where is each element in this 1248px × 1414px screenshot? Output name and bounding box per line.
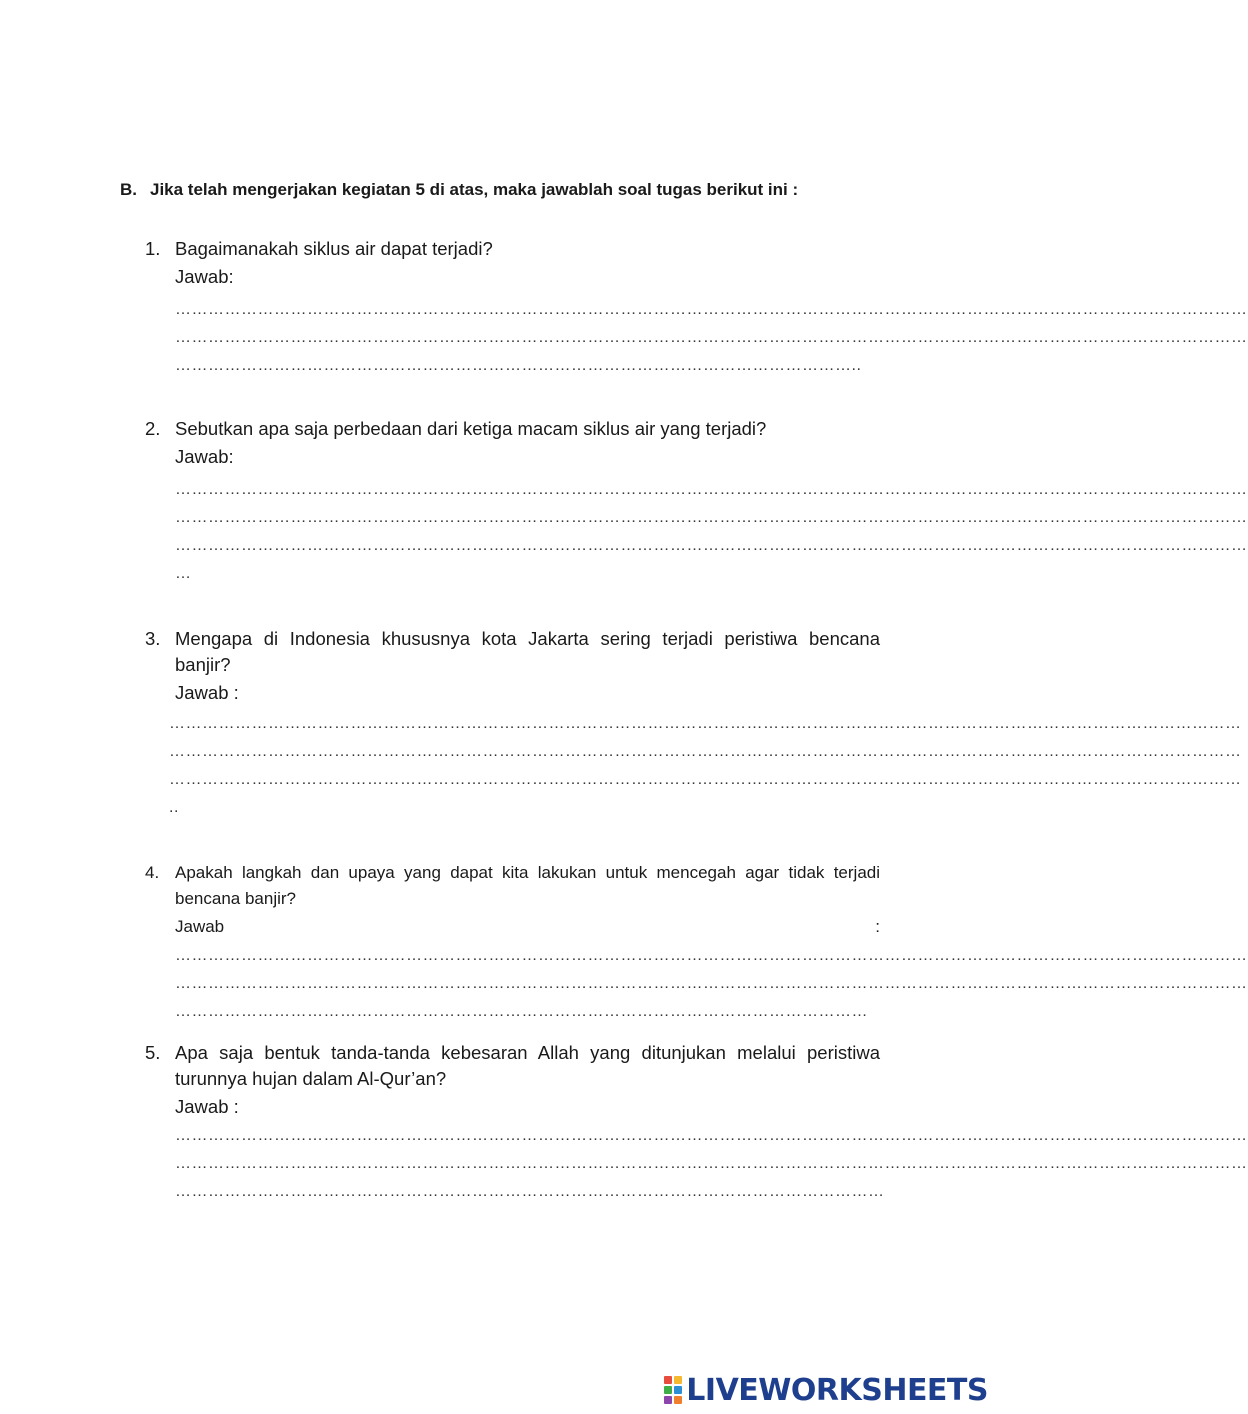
answer-line[interactable]: ……………………………………………………………………………………………………………………………………………………………………………: [169, 715, 1242, 732]
answer-line[interactable]: ..: [169, 799, 179, 816]
logo-block: [674, 1396, 682, 1404]
question-5: [145, 1040, 1248, 1206]
answer-line[interactable]: ……………………………………………………………………………………………………………………………………………………………………………: [175, 975, 1248, 992]
answer-line[interactable]: ……………………………………………………………………………………………………………………………………………………………………………: [175, 537, 1248, 554]
logo-block: [664, 1386, 672, 1394]
liveworksheets-logo-icon: [664, 1376, 682, 1404]
question-1: [145, 236, 1248, 380]
logo-block: [674, 1376, 682, 1384]
answer-line[interactable]: …………………………………………………………………………………………………………………: [175, 1183, 885, 1200]
answer-area[interactable]: [175, 476, 1248, 588]
answer-line[interactable]: ……………………………………………………………………………………………………………………………………………………………………………: [175, 1155, 1248, 1172]
question-number: 2.: [145, 418, 161, 439]
logo-block: [674, 1386, 682, 1394]
section-letter: B.: [120, 180, 137, 199]
answer-area[interactable]: [169, 710, 1242, 822]
answer-colon: :: [875, 917, 880, 936]
answer-label-row: [175, 912, 880, 942]
answer-line[interactable]: ……………………………………………………………………………………………………………………………………………………………………………: [175, 301, 1248, 318]
answer-label: Jawab:: [175, 266, 234, 287]
answer-line[interactable]: ……………………………………………………………………………………………………………………………………………………………………………: [169, 743, 1242, 760]
answer-line[interactable]: …: [175, 565, 192, 582]
answer-label: Jawab: [175, 917, 225, 936]
answer-line[interactable]: ………………………………………………………………………………………………………………: [175, 1003, 868, 1020]
answer-area[interactable]: [175, 942, 1248, 1026]
question-3: [145, 626, 1242, 822]
answer-line[interactable]: ……………………………………………………………………………………………………………………………………………………………………………: [175, 509, 1248, 526]
logo-block: [664, 1376, 672, 1384]
answer-line[interactable]: ……………………………………………………………………………………………………………………………………………………………………………: [175, 481, 1248, 498]
answer-label: Jawab :: [175, 682, 239, 703]
question-2: [145, 416, 1248, 588]
question-text: Sebutkan apa saja perbedaan dari ketiga macam siklus air yang terjadi?: [175, 418, 767, 439]
answer-area[interactable]: [175, 1122, 1248, 1206]
answer-label: Jawab :: [175, 1096, 239, 1117]
liveworksheets-brand: [664, 1374, 988, 1406]
answer-line[interactable]: ……………………………………………………………………………………………………………………………………………………………………………: [169, 771, 1242, 788]
question-number: 4.: [145, 863, 160, 882]
logo-block: [664, 1396, 672, 1404]
brand-wordmark: LIVEWORKSHEETS: [686, 1372, 988, 1408]
question-number: 3.: [145, 628, 161, 649]
question-4: [145, 860, 1248, 1026]
question-text: Apakah langkah dan upaya yang dapat kita lakukan untuk mencegah agar tidak terjadi bencana banjir?: [175, 863, 880, 908]
section-instruction: Jika telah mengerjakan kegiatan 5 di atas, maka jawablah soal tugas berikut ini :: [150, 180, 799, 199]
answer-line[interactable]: ……………………………………………………………………………………………………………………………………………………………………………: [175, 329, 1248, 346]
question-number: 1.: [145, 238, 161, 259]
answer-line[interactable]: ……………………………………………………………………………………………………………………………………………………………………………: [175, 947, 1248, 964]
section-heading: [120, 180, 798, 200]
question-text: Apa saja bentuk tanda-tanda kebesaran Allah yang ditunjukan melalui peristiwa turunnya hujan dalam Al-Qur’an?: [175, 1042, 880, 1089]
answer-line[interactable]: ……………………………………………………………………………………………………………..: [175, 357, 862, 374]
question-text: Mengapa di Indonesia khususnya kota Jakarta sering terjadi peristiwa bencana banjir?: [175, 628, 880, 675]
question-text: Bagaimanakah siklus air dapat terjadi?: [175, 238, 493, 259]
question-number: 5.: [145, 1042, 161, 1063]
answer-label: Jawab:: [175, 446, 234, 467]
answer-line[interactable]: ……………………………………………………………………………………………………………………………………………………………………………: [175, 1127, 1248, 1144]
answer-area[interactable]: [175, 296, 1248, 380]
